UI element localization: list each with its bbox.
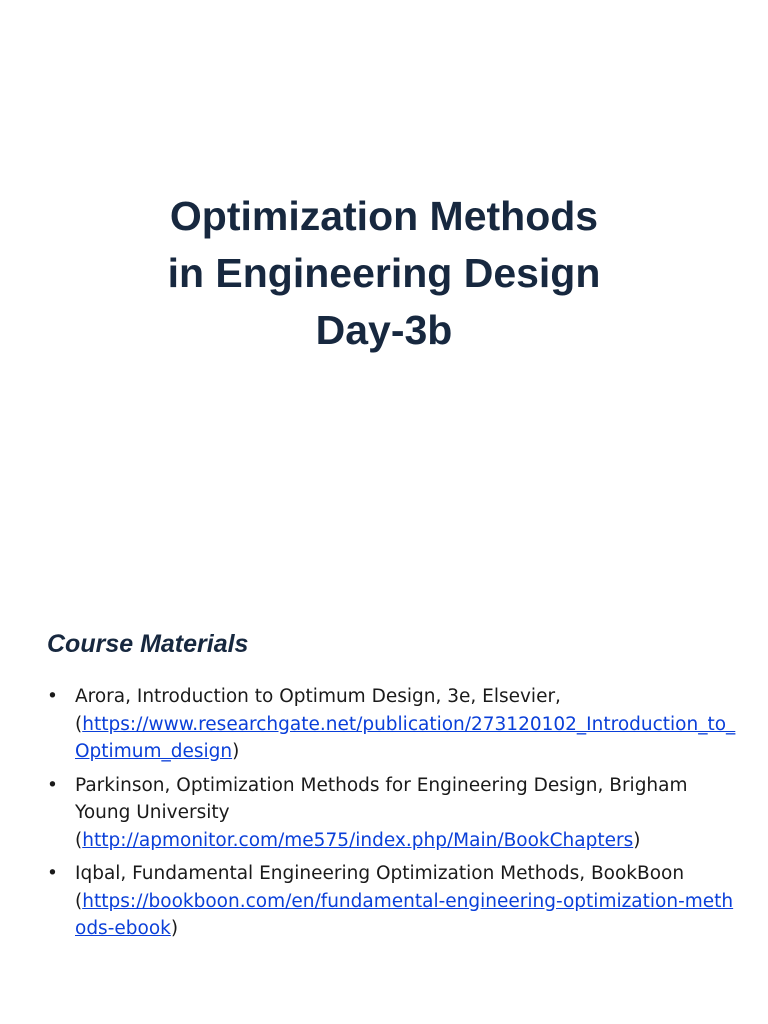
reference-text: Parkinson, Optimization Methods for Engineering Design, Brigham Young University — [75, 774, 688, 823]
list-item-parkinson: • Parkinson, Optimization Methods for Engineering Design, Brigham Young University (http://apmonitor.com/me575/index.php/Main/BookChapters) — [47, 772, 737, 855]
bullet-icon: • — [47, 863, 58, 884]
reference-text: Arora, Introduction to Optimum Design, 3e, Elsevier, — [75, 686, 561, 707]
reference-link[interactable]: http://apmonitor.com/me575/index.php/Main/BookChapters — [82, 829, 634, 851]
course-materials-list — [47, 683, 737, 949]
reference-text: Iqbal, Fundamental Engineering Optimization Methods, BookBoon — [75, 863, 685, 884]
title-line-2: in Engineering Design — [167, 250, 601, 296]
list-item-iqbal: • Iqbal, Fundamental Engineering Optimization Methods, BookBoon (https://bookboon.com/en/fundamental-engineering-optimization-methods-ebook) — [47, 860, 737, 943]
reference-link[interactable]: https://www.researchgate.net/publication/273120102_Introduction_to_Optimum_design — [75, 713, 736, 762]
list-item-arora: • Arora, Introduction to Optimum Design, 3e, Elsevier, (https://www.researchgate.net/publication/273120102_Introduction_to_Optimum_design) — [47, 683, 737, 766]
slide-title — [0, 188, 768, 359]
title-line-3: Day-3b — [315, 307, 453, 353]
title-line-1: Optimization Methods — [169, 193, 599, 239]
reference-link[interactable]: https://bookboon.com/en/fundamental-engineering-optimization-methods-ebook — [75, 890, 734, 939]
course-materials-heading: Course Materials — [47, 630, 249, 658]
bullet-icon: • — [47, 686, 58, 707]
bullet-icon: • — [47, 774, 58, 796]
